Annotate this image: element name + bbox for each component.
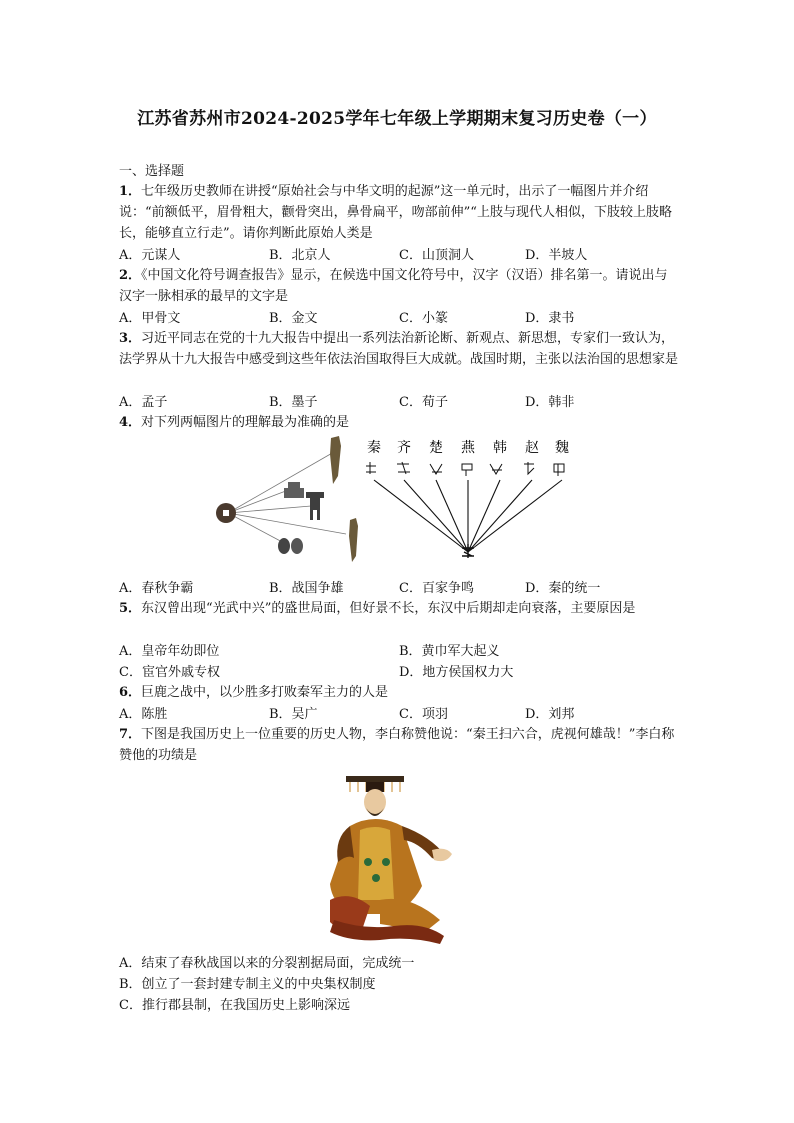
states-characters-image: [362, 434, 582, 574]
question-4-options: [119, 577, 679, 598]
script-variants: [366, 462, 564, 476]
option-d[interactable]: D．半坡人: [525, 248, 588, 263]
question-text: 东汉曾出现“光武中兴”的盛世局面，但好景不长，东汉中后期却走向衰落，主要原因是: [141, 601, 636, 616]
option-b[interactable]: B．黄巾军大起义: [399, 644, 500, 659]
option-d[interactable]: D．地方侯国权力大: [399, 665, 514, 680]
question-3: [119, 328, 679, 370]
state-label: 韩: [493, 440, 507, 456]
option-a[interactable]: A．甲骨文: [119, 311, 181, 326]
option-a[interactable]: A．结束了春秋战国以来的分裂割据局面，完成统一: [119, 956, 415, 971]
question-2: [119, 265, 679, 307]
question-number: 4．: [119, 415, 142, 430]
seal-glyph: [554, 464, 564, 476]
option-b[interactable]: B．北京人: [269, 248, 331, 263]
question-7: [119, 724, 679, 766]
option-b[interactable]: B．吴广: [269, 707, 318, 722]
spade-coin-icon: [284, 482, 304, 498]
ant-nose-coin-icon: [291, 538, 303, 554]
state-label: 赵: [525, 440, 539, 456]
seal-glyph: [366, 462, 376, 474]
question-text: 七年级历史教师在讲授“原始社会与中华文明的起源”这一单元时，出示了一幅图片并介绍说：“前额低平，眉骨粗大，颧骨突出，鼻骨扁平，吻部前伸”“上肢与现代人相似，下肢较上肢略长，能够直立行走”。请你判断此原始人类是: [119, 184, 672, 241]
question-6-options: [119, 703, 679, 724]
page-title: 江苏省苏州市2024-2025学年七年级上学期期末复习历史卷（一）: [137, 109, 657, 129]
question-7-option-c-row: [119, 994, 679, 1015]
ant-nose-coin-icon: [278, 538, 290, 554]
question-7-option-b-row: [119, 973, 679, 994]
emperor-portrait-image: [320, 770, 470, 946]
option-a[interactable]: A．春秋争霸: [119, 581, 194, 596]
option-d[interactable]: D．秦的统一: [525, 581, 601, 596]
state-label: 齐: [397, 440, 411, 456]
coins-diagram-image: [206, 434, 366, 574]
option-b[interactable]: B．战国争雄: [269, 581, 344, 596]
question-4: [119, 412, 679, 433]
question-number: 5．: [119, 601, 142, 616]
seal-glyph: [430, 464, 442, 474]
option-c[interactable]: C．山顶洞人: [399, 248, 474, 263]
question-number: 2．: [119, 268, 142, 283]
option-c[interactable]: C．百家争鸣: [399, 581, 474, 596]
knife-coin-icon: [330, 436, 341, 484]
seal-glyph: [490, 464, 502, 474]
state-label: 魏: [555, 440, 569, 456]
question-number: 7．: [119, 727, 142, 742]
question-1: [119, 181, 679, 244]
option-a[interactable]: A．陈胜: [119, 707, 168, 722]
seal-glyph: [524, 462, 534, 474]
question-number: 1．: [119, 184, 142, 199]
state-label: 楚: [429, 440, 443, 456]
state-label: 秦: [367, 440, 381, 456]
question-5: [119, 598, 679, 619]
question-text: 习近平同志在党的十九大报告中提出一系列法治新论断、新观点、新思想，专家们一致认为，法学界从十九大报告中感受到这些年依法治国取得巨大成就。战国时期，主张以法治国的思想家是: [119, 331, 679, 367]
question-text: 下图是我国历史上一位重要的历史人物，李白称赞他说：“秦王扫六合，虎视何雄哉！”李白称赞他的功绩是: [119, 727, 675, 763]
option-c[interactable]: C．宦官外戚专权: [119, 665, 220, 680]
option-b[interactable]: B．创立了一套封建专制主义的中央集权制度: [119, 977, 376, 992]
option-c[interactable]: C．推行郡县制，在我国历史上影响深远: [119, 998, 350, 1013]
question-5-options-row-2: [119, 661, 679, 682]
section-heading: 一、选择题: [119, 164, 185, 179]
knife-coin-icon: [349, 518, 358, 562]
seal-glyph: [397, 462, 410, 474]
option-d[interactable]: D．隶书: [525, 311, 575, 326]
option-a[interactable]: A．元谋人: [119, 248, 181, 263]
option-b[interactable]: B．墨子: [269, 395, 318, 410]
question-text: 对下列两幅图片的理解最为准确的是: [141, 415, 350, 430]
option-c[interactable]: C．项羽: [399, 707, 448, 722]
option-a[interactable]: A．孟子: [119, 395, 168, 410]
unified-seal-glyph: [462, 544, 474, 558]
question-7-option-a-row: [119, 952, 679, 973]
state-label: 燕: [461, 440, 475, 456]
convergence-lines: [374, 480, 562, 552]
question-5-options-row-1: [119, 640, 679, 661]
option-c[interactable]: C．荀子: [399, 395, 448, 410]
seal-glyph: [462, 464, 472, 476]
question-1-options: [119, 244, 679, 265]
question-number: 6．: [119, 685, 142, 700]
option-c[interactable]: C．小篆: [399, 311, 448, 326]
option-b[interactable]: B．金文: [269, 311, 318, 326]
question-text: 巨鹿之战中，以少胜多打败秦军主力的人是: [141, 685, 389, 700]
question-text: 《中国文化符号调查报告》显示，在候选中国文化符号中，汉字（汉语）排名第一。请说出与汉字一脉相承的最早的文字是: [119, 268, 668, 304]
option-d[interactable]: D．刘邦: [525, 707, 575, 722]
question-3-options: [119, 391, 679, 412]
question-6: [119, 682, 679, 703]
question-number: 3．: [119, 331, 142, 346]
question-2-options: [119, 307, 679, 328]
option-d[interactable]: D．韩非: [525, 395, 575, 410]
option-a[interactable]: A．皇帝年幼即位: [119, 644, 220, 659]
